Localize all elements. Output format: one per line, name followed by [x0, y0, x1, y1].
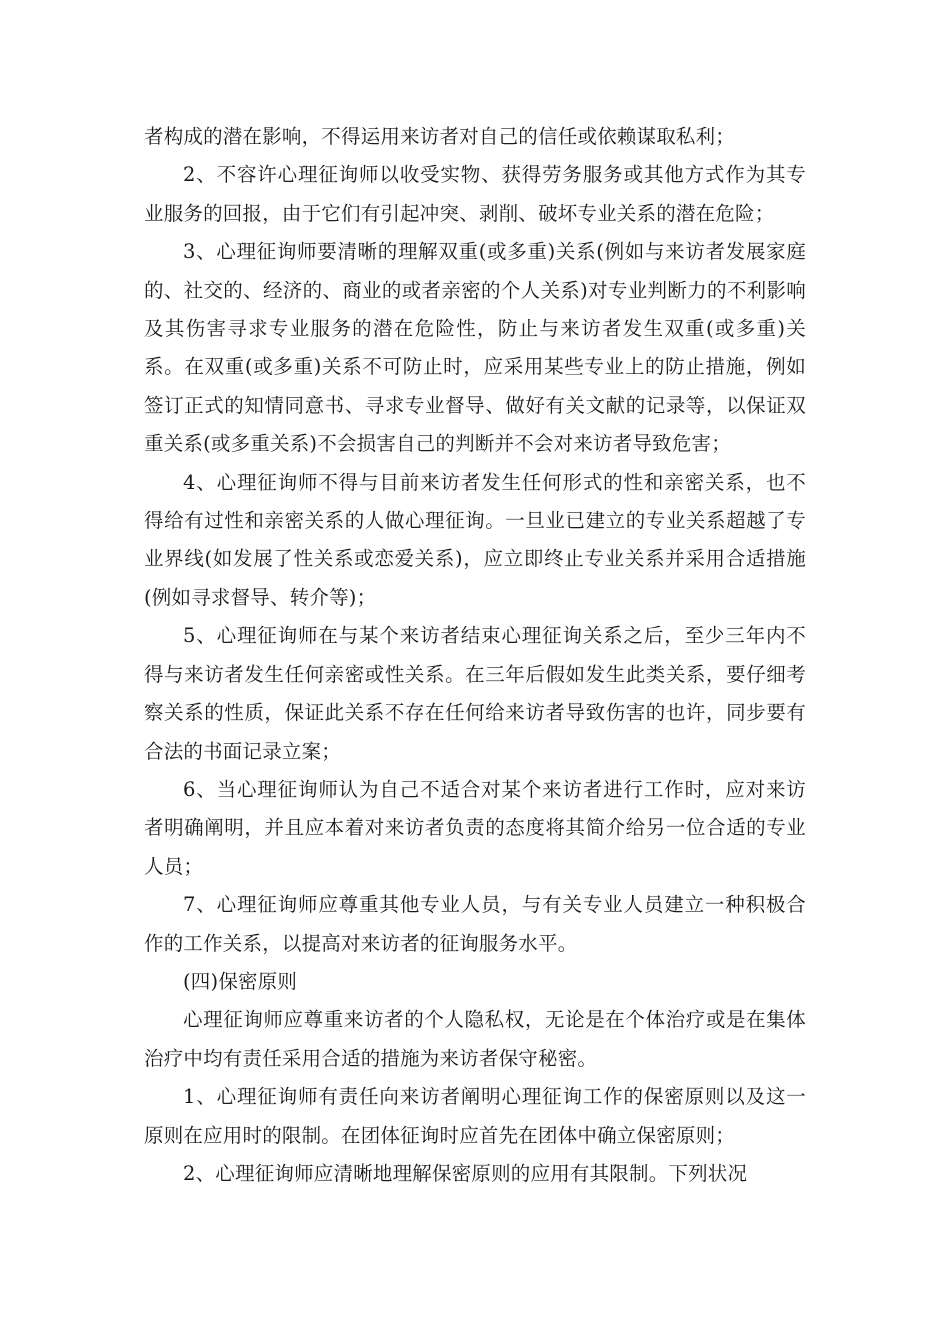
- paragraph-10: 2、心理征询师应清晰地理解保密原则的应用有其限制。下列状况: [183, 1161, 748, 1185]
- paragraph-0: 者构成的潜在影响，不得运用来访者对自己的信任或依赖谋取私利；: [144, 125, 736, 148]
- paragraph-9: 1、心理征询师有责任向来访者阐明心理征询工作的保密原则以及这一原则在应用时的限制。在团体征询时应首先在团体中确立保密原则；: [144, 1085, 806, 1147]
- paragraph-8: 心理征询师应尊重来访者的个人隐私权，无论是在个体治疗或是在集体治疗中均有责任采用合适的措施为来访者保守秘密。: [144, 1008, 806, 1070]
- paragraph-6: 7、心理征询师应尊重其他专业人员，与有关专业人员建立一种积极合作的工作关系，以提高对来访者的征询服务水平。: [144, 893, 806, 955]
- paragraph-3: 4、心理征询师不得与目前来访者发生任何形式的性和亲密关系，也不得给有过性和亲密关系的人做心理征询。一旦业已建立的专业关系超越了专业界线(如发展了性关系或恋爱关系)，应立即终止专业关系并采用合适措施(例如寻求督导、转介等)；: [144, 470, 806, 609]
- section-heading-confidentiality: (四)保密原则: [183, 969, 298, 993]
- document-body: [144, 118, 806, 1193]
- paragraph-5: 6、当心理征询师认为自己不适合对某个来访者进行工作时，应对来访者明确阐明，并且应本着对来访者负责的态度将其简介给另一位合适的专业人员；: [144, 777, 806, 878]
- paragraph-2: 3、心理征询师要清晰的理解双重(或多重)关系(例如与来访者发展家庭的、社交的、经济的、商业的或者亲密的个人关系)对专业判断力的不利影响及其伤害寻求专业服务的潜在危险性，防止与来访者发生双重(或多重)关系。在双重(或多重)关系不可防止时，应采用某些专业上的防止措施，例如签订正式的知情同意书、寻求专业督导、做好有关文献的记录等，以保证双重关系(或多重关系)不会损害自己的判断并不会对来访者导致危害；: [144, 240, 806, 456]
- paragraph-1: 2、不容许心理征询师以收受实物、获得劳务服务或其他方式作为其专业服务的回报，由于它们有引起冲突、剥削、破坏专业关系的潜在危险；: [144, 163, 806, 225]
- paragraph-4: 5、心理征询师在与某个来访者结束心理征询关系之后，至少三年内不得与来访者发生任何亲密或性关系。在三年后假如发生此类关系，要仔细考察关系的性质，保证此关系不存在任何给来访者导致伤害的也许，同步要有合法的书面记录立案；: [144, 624, 806, 763]
